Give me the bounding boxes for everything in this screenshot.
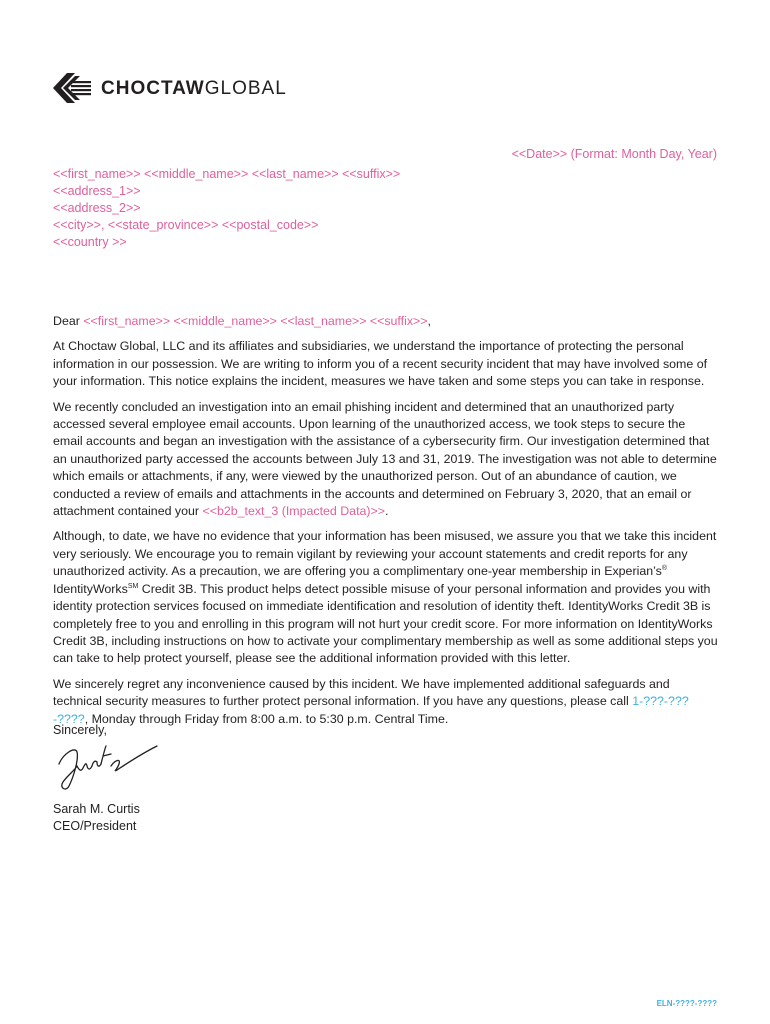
paragraph-intro: At Choctaw Global, LLC and its affiliates and subsidiaries, we understand the importance of protecting the personal information in our possession. We are writing to inform you of a recent security incident that may have involved some of your information. This notice explains the incident, measures we have taken and some steps you can take in response. bbox=[53, 339, 708, 389]
date-line: <<Date>> (Format: Month Day, Year) bbox=[511, 147, 717, 161]
letter-body bbox=[53, 313, 718, 736]
signer-title: CEO/President bbox=[53, 819, 137, 833]
address-line-name: <<first_name>> <<middle_name>> <<last_name>> <<suffix>> bbox=[53, 167, 401, 181]
paragraph-contact bbox=[53, 676, 718, 728]
company-logo bbox=[53, 73, 287, 103]
impacted-data-merge: <<b2b_text_3 (Impacted Data)>> bbox=[202, 504, 386, 519]
closing: Sincerely, bbox=[53, 723, 107, 737]
salutation-prefix: Dear bbox=[53, 314, 84, 328]
logo-word-light: GLOBAL bbox=[204, 77, 287, 99]
contact-end: , Monday through Friday from 8:00 a.m. to 5:30 p.m. Central Time. bbox=[84, 711, 449, 726]
offer-text-b: IdentityWorks bbox=[53, 581, 128, 596]
salutation bbox=[53, 313, 718, 330]
phone-number: 1-???-???-???? bbox=[53, 694, 689, 726]
salutation-suffix: , bbox=[427, 314, 431, 328]
investigation-text: We recently concluded an investigation into an email phishing incident and determined that an unauthorized party accessed several employee email accounts. Upon learning of the unauthorized access, we took steps to secure the email accounts and began an investigation with the assistance of a cybersecurity firm. Our investigation determined that an unauthorized party accessed the accounts between July 13 and 31, 2019. The investigation was not able to determine which emails or attachments, if any, were viewed by the unauthorized person. Out of an abundance of caution, we conducted a review of emails and attachments in the accounts and determined on February 3, 2020, that an email or attachment contained your bbox=[53, 399, 717, 519]
paragraph-investigation bbox=[53, 399, 718, 521]
address-line-city: <<city>>, <<state_province>> <<postal_code>> bbox=[53, 218, 319, 232]
logo-wordmark bbox=[101, 79, 287, 98]
address-block bbox=[53, 166, 400, 251]
registered-mark: ® bbox=[661, 565, 668, 573]
signer-name: Sarah M. Curtis bbox=[53, 802, 140, 816]
address-line-2: <<address_2>> bbox=[53, 201, 141, 215]
investigation-end: . bbox=[385, 504, 389, 519]
eln-code: ELN-????-???? bbox=[656, 999, 717, 1008]
address-line-country: <<country >> bbox=[53, 235, 127, 249]
choctaw-chevron-icon bbox=[53, 73, 93, 103]
service-mark: SM bbox=[127, 582, 139, 590]
offer-text-a: Although, to date, we have no evidence that your information has been misused, we assure you that we take this incident very seriously. We encourage you to remain vigilant by reviewing your account statements and credit reports for any unauthorized activity. As a precaution, we are offering you a complimentary one-year membership in Experian’s bbox=[53, 529, 717, 579]
offer-text-c: Credit 3B. This product helps detect possible misuse of your personal information and provides you with identity protection services focused on immediate identification and resolution of identity theft. IdentityWorks Credit 3B is completely free to you and enrolling in this program will not hurt your credit score. For more information on IdentityWorks Credit 3B, including instructions on how to activate your complimentary membership as well as some additional steps you can take to help protect yourself, please see the additional information provided with this letter. bbox=[53, 581, 718, 666]
logo-word-bold: CHOCTAW bbox=[101, 77, 205, 99]
signer-block bbox=[53, 801, 140, 835]
salutation-name: <<first_name>> <<middle_name>> <<last_name>> <<suffix>> bbox=[83, 314, 428, 328]
contact-text: We sincerely regret any inconvenience caused by this incident. We have implemented additional safeguards and technical security measures to further protect personal information. If you have any questions, please call bbox=[53, 676, 670, 709]
address-line-1: <<address_1>> bbox=[53, 184, 141, 198]
paragraph-offer bbox=[53, 528, 718, 667]
handwritten-signature bbox=[53, 740, 163, 797]
